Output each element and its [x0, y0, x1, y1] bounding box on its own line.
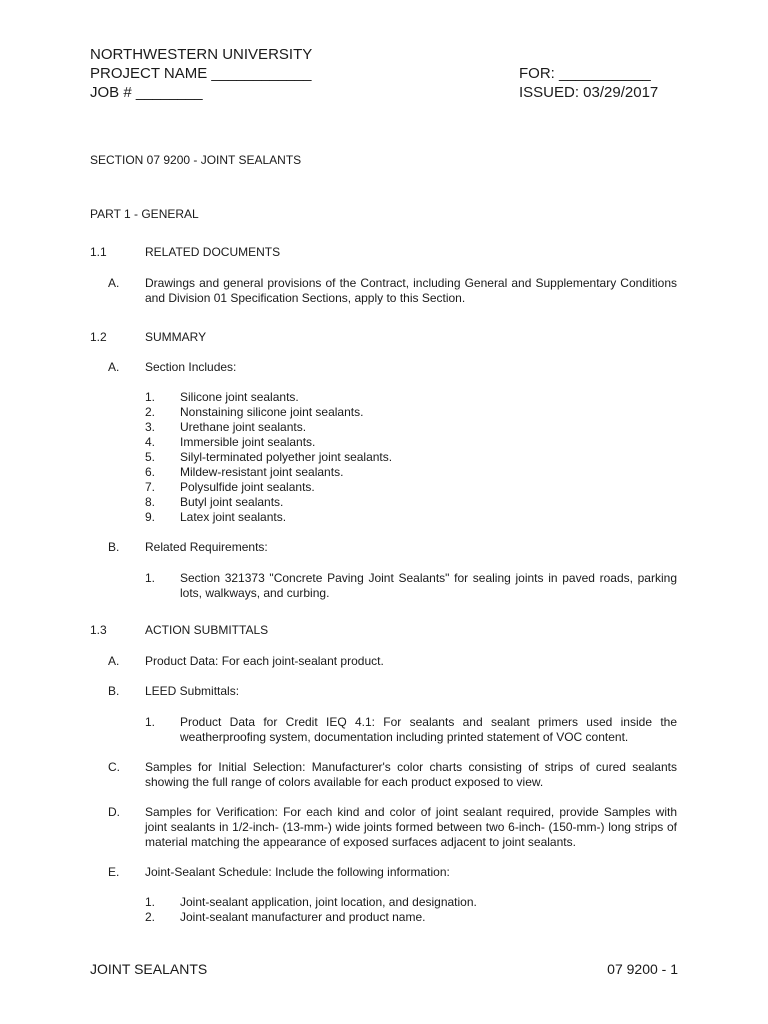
part-title: PART 1 - GENERAL — [90, 207, 199, 221]
list-number: 2. — [145, 405, 156, 419]
paragraph-text: LEED Submittals: — [145, 684, 240, 698]
paragraph-letter: B. — [108, 540, 120, 554]
article-title: RELATED DOCUMENTS — [145, 245, 281, 259]
list-item: Product Data for Credit IEQ 4.1: For sealants and sealant primers used inside the weatherproofing system, documentation including printed statement of VOC content. — [180, 715, 677, 744]
list-number: 1. — [145, 390, 156, 404]
list-item: Joint-sealant application, joint location, and designation. — [180, 895, 477, 909]
list-number: 2. — [145, 910, 156, 924]
header-issued-date: ISSUED: 03/29/2017 — [519, 84, 659, 101]
paragraph-text: Drawings and general provisions of the Contract, including General and Supplementary Conditions and Division 01 Specification Sections, apply to this Section. — [145, 276, 677, 305]
list-number: 1. — [145, 895, 156, 909]
paragraph-letter: C. — [108, 760, 120, 774]
list-number: 8. — [145, 495, 156, 509]
article-number: 1.2 — [90, 330, 107, 344]
paragraph-text: Related Requirements: — [145, 540, 268, 554]
paragraph-letter: A. — [108, 654, 120, 668]
list-item: Polysulfide joint sealants. — [180, 480, 315, 494]
list-item: Section 321373 "Concrete Paving Joint Sealants" for sealing joints in paved roads, parking lots, walkways, and curbing. — [180, 571, 677, 600]
paragraph-letter: B. — [108, 684, 120, 698]
list-item: Urethane joint sealants. — [180, 420, 307, 434]
list-item: Immersible joint sealants. — [180, 435, 316, 449]
article-number: 1.1 — [90, 245, 107, 259]
list-item: Silicone joint sealants. — [180, 390, 299, 404]
paragraph-letter: D. — [108, 805, 120, 819]
paragraph-text: Product Data: For each joint-sealant product. — [145, 654, 384, 668]
article-title: SUMMARY — [145, 330, 207, 344]
footer-page-number: 07 9200 - 1 — [607, 961, 678, 977]
article-title: ACTION SUBMITTALS — [145, 623, 269, 637]
paragraph-text: Samples for Initial Selection: Manufacturer's color charts consisting of strips of cured sealants showing the full range of colors available for each product exposed to view. — [145, 760, 677, 789]
header-job-number: JOB # ________ — [90, 84, 203, 101]
list-item: Butyl joint sealants. — [180, 495, 284, 509]
header-for: FOR: ___________ — [519, 65, 651, 82]
list-number: 7. — [145, 480, 156, 494]
list-item: Nonstaining silicone joint sealants. — [180, 405, 364, 419]
paragraph-letter: E. — [108, 865, 120, 879]
list-number: 5. — [145, 450, 156, 464]
section-title: SECTION 07 9200 - JOINT SEALANTS — [90, 153, 302, 167]
list-item: Joint-sealant manufacturer and product name. — [180, 910, 426, 924]
list-number: 1. — [145, 571, 156, 585]
list-number: 9. — [145, 510, 156, 524]
header-project-name: PROJECT NAME ____________ — [90, 65, 312, 82]
list-number: 4. — [145, 435, 156, 449]
article-number: 1.3 — [90, 623, 107, 637]
list-number: 1. — [145, 715, 156, 729]
paragraph-text: Joint-Sealant Schedule: Include the following information: — [145, 865, 450, 879]
list-item: Silyl-terminated polyether joint sealants. — [180, 450, 393, 464]
list-item: Latex joint sealants. — [180, 510, 287, 524]
list-number: 3. — [145, 420, 156, 434]
list-number: 6. — [145, 465, 156, 479]
header-university: NORTHWESTERN UNIVERSITY — [90, 46, 313, 63]
paragraph-text: Samples for Verification: For each kind and color of joint sealant required, provide Samples with joint sealants in 1/2-inch- (13-mm-) wide joints formed between two 6-inch- (150-mm-) long strips of material matching the appearance of exposed surfaces adjacent to joint sealants. — [145, 805, 677, 849]
list-item: Mildew-resistant joint sealants. — [180, 465, 344, 479]
paragraph-letter: A. — [108, 360, 120, 374]
paragraph-text: Section Includes: — [145, 360, 237, 374]
footer-section-name: JOINT SEALANTS — [90, 961, 208, 977]
paragraph-letter: A. — [108, 276, 120, 290]
